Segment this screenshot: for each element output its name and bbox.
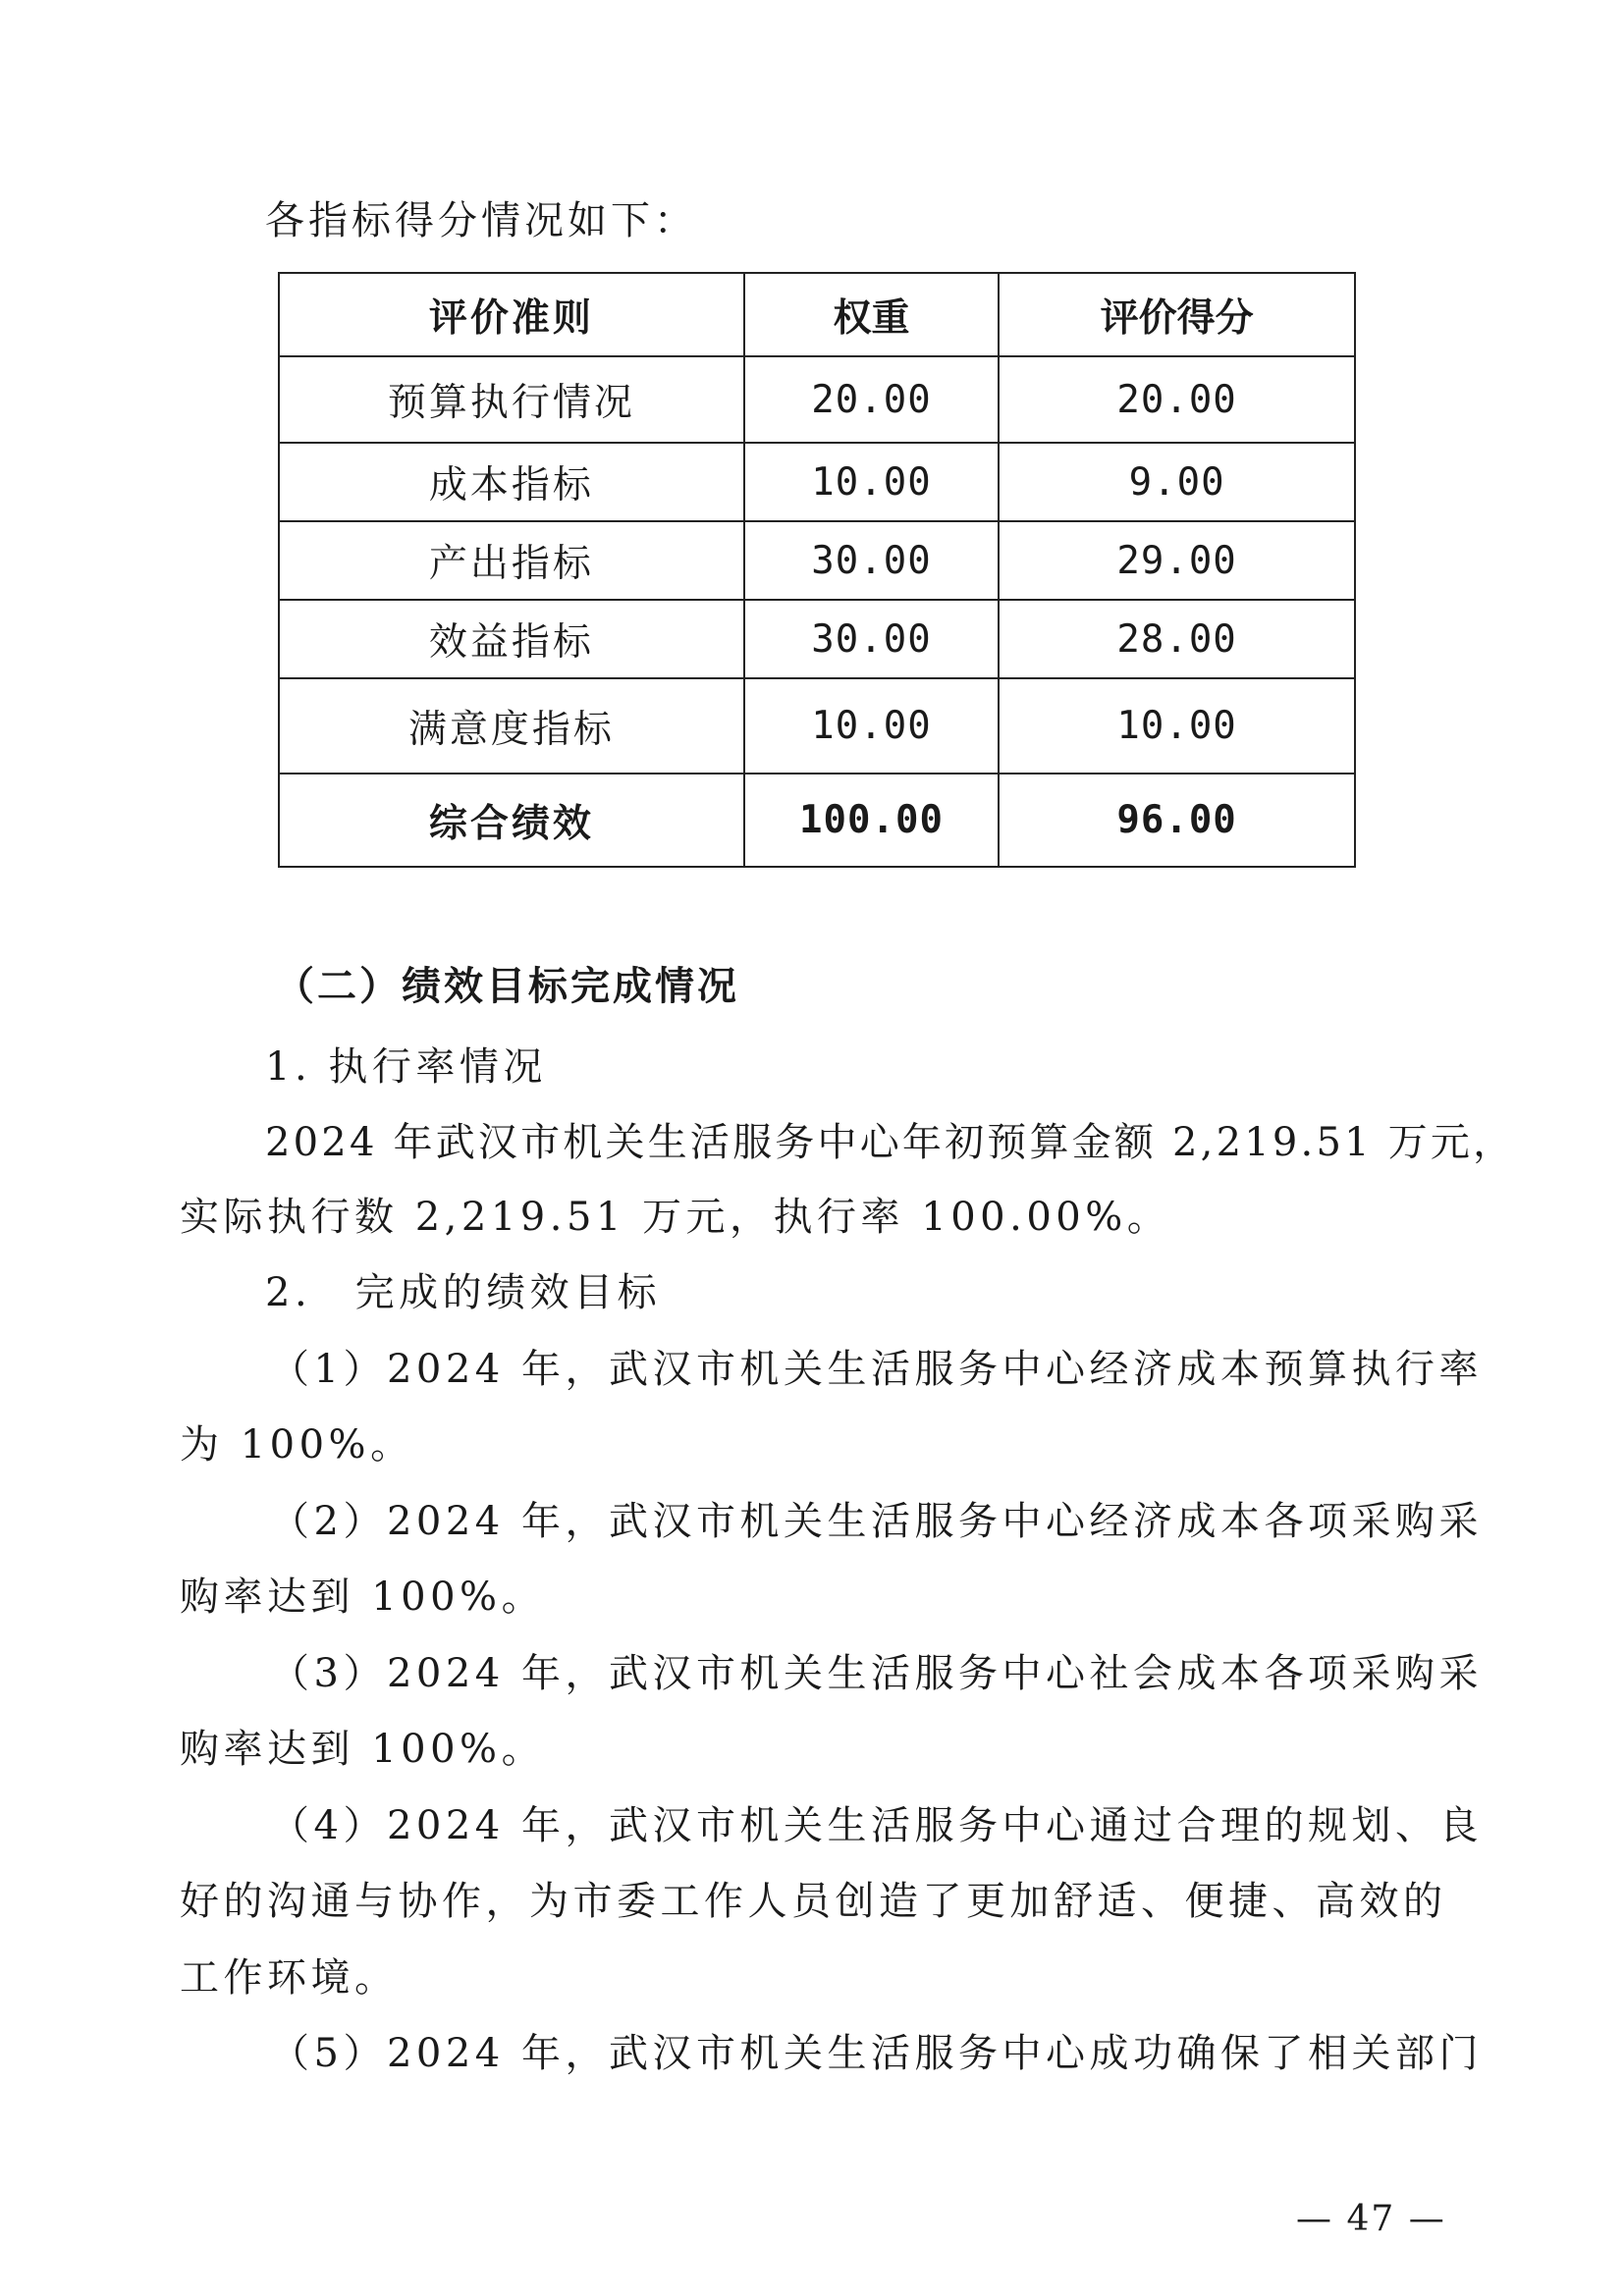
paragraph-line: 2024 年武汉市机关生活服务中心年初预算金额 2,219.51 万元， — [265, 1120, 1516, 1165]
table-row — [279, 600, 1355, 678]
table-header-row — [279, 273, 1355, 356]
table-row — [279, 521, 1355, 600]
cell-criteria: 成本指标 — [279, 443, 744, 521]
list-item: （5）2024 年，武汉市机关生活服务中心成功确保了相关部门 — [270, 2031, 1483, 2076]
cell-score: 29.00 — [999, 521, 1355, 600]
cell-weight: 10.00 — [744, 443, 999, 521]
cell-score: 9.00 — [999, 443, 1355, 521]
table-row — [279, 356, 1355, 443]
header-score: 评价得分 — [999, 273, 1355, 356]
table-row — [279, 443, 1355, 521]
subheading-execution-rate: 1. 执行率情况 — [265, 1044, 547, 1090]
cell-weight: 30.00 — [744, 521, 999, 600]
header-weight: 权重 — [744, 273, 999, 356]
cell-score: 10.00 — [999, 678, 1355, 774]
list-item: （4）2024 年，武汉市机关生活服务中心通过合理的规划、良 — [270, 1803, 1483, 1848]
cell-criteria: 效益指标 — [279, 600, 744, 678]
table-total-row — [279, 774, 1355, 867]
list-item-continuation: 好的沟通与协作，为市委工作人员创造了更加舒适、便捷、高效的 — [180, 1879, 1447, 1924]
cell-weight: 30.00 — [744, 600, 999, 678]
intro-text: 各指标得分情况如下： — [265, 198, 697, 243]
list-item: （2）2024 年，武汉市机关生活服务中心经济成本各项采购采 — [270, 1499, 1483, 1544]
header-criteria: 评价准则 — [279, 273, 744, 356]
cell-weight: 10.00 — [744, 678, 999, 774]
list-item-continuation: 购率达到 100%。 — [180, 1575, 546, 1620]
paragraph-line: 实际执行数 2,219.51 万元，执行率 100.00%。 — [180, 1195, 1171, 1240]
cell-score: 28.00 — [999, 600, 1355, 678]
list-item-continuation: 工作环境。 — [180, 1955, 399, 2001]
list-item: （3）2024 年，武汉市机关生活服务中心社会成本各项采购采 — [270, 1651, 1483, 1696]
cell-criteria: 产出指标 — [279, 521, 744, 600]
subheading-completed-goals: 2. 完成的绩效目标 — [265, 1270, 662, 1315]
list-item-continuation: 为 100%。 — [180, 1422, 414, 1468]
cell-total-score: 96.00 — [999, 774, 1355, 867]
cell-criteria: 满意度指标 — [279, 678, 744, 774]
cell-criteria: 预算执行情况 — [279, 356, 744, 443]
table-row — [279, 678, 1355, 774]
score-table — [278, 272, 1356, 868]
list-item: （1）2024 年，武汉市机关生活服务中心经济成本预算执行率 — [270, 1347, 1483, 1392]
section-heading: （二）绩效目标完成情况 — [275, 963, 739, 1009]
cell-total-label: 综合绩效 — [279, 774, 744, 867]
cell-total-weight: 100.00 — [744, 774, 999, 867]
cell-weight: 20.00 — [744, 356, 999, 443]
list-item-continuation: 购率达到 100%。 — [180, 1727, 546, 1772]
page-number: — 47 — — [1296, 2199, 1446, 2239]
cell-score: 20.00 — [999, 356, 1355, 443]
